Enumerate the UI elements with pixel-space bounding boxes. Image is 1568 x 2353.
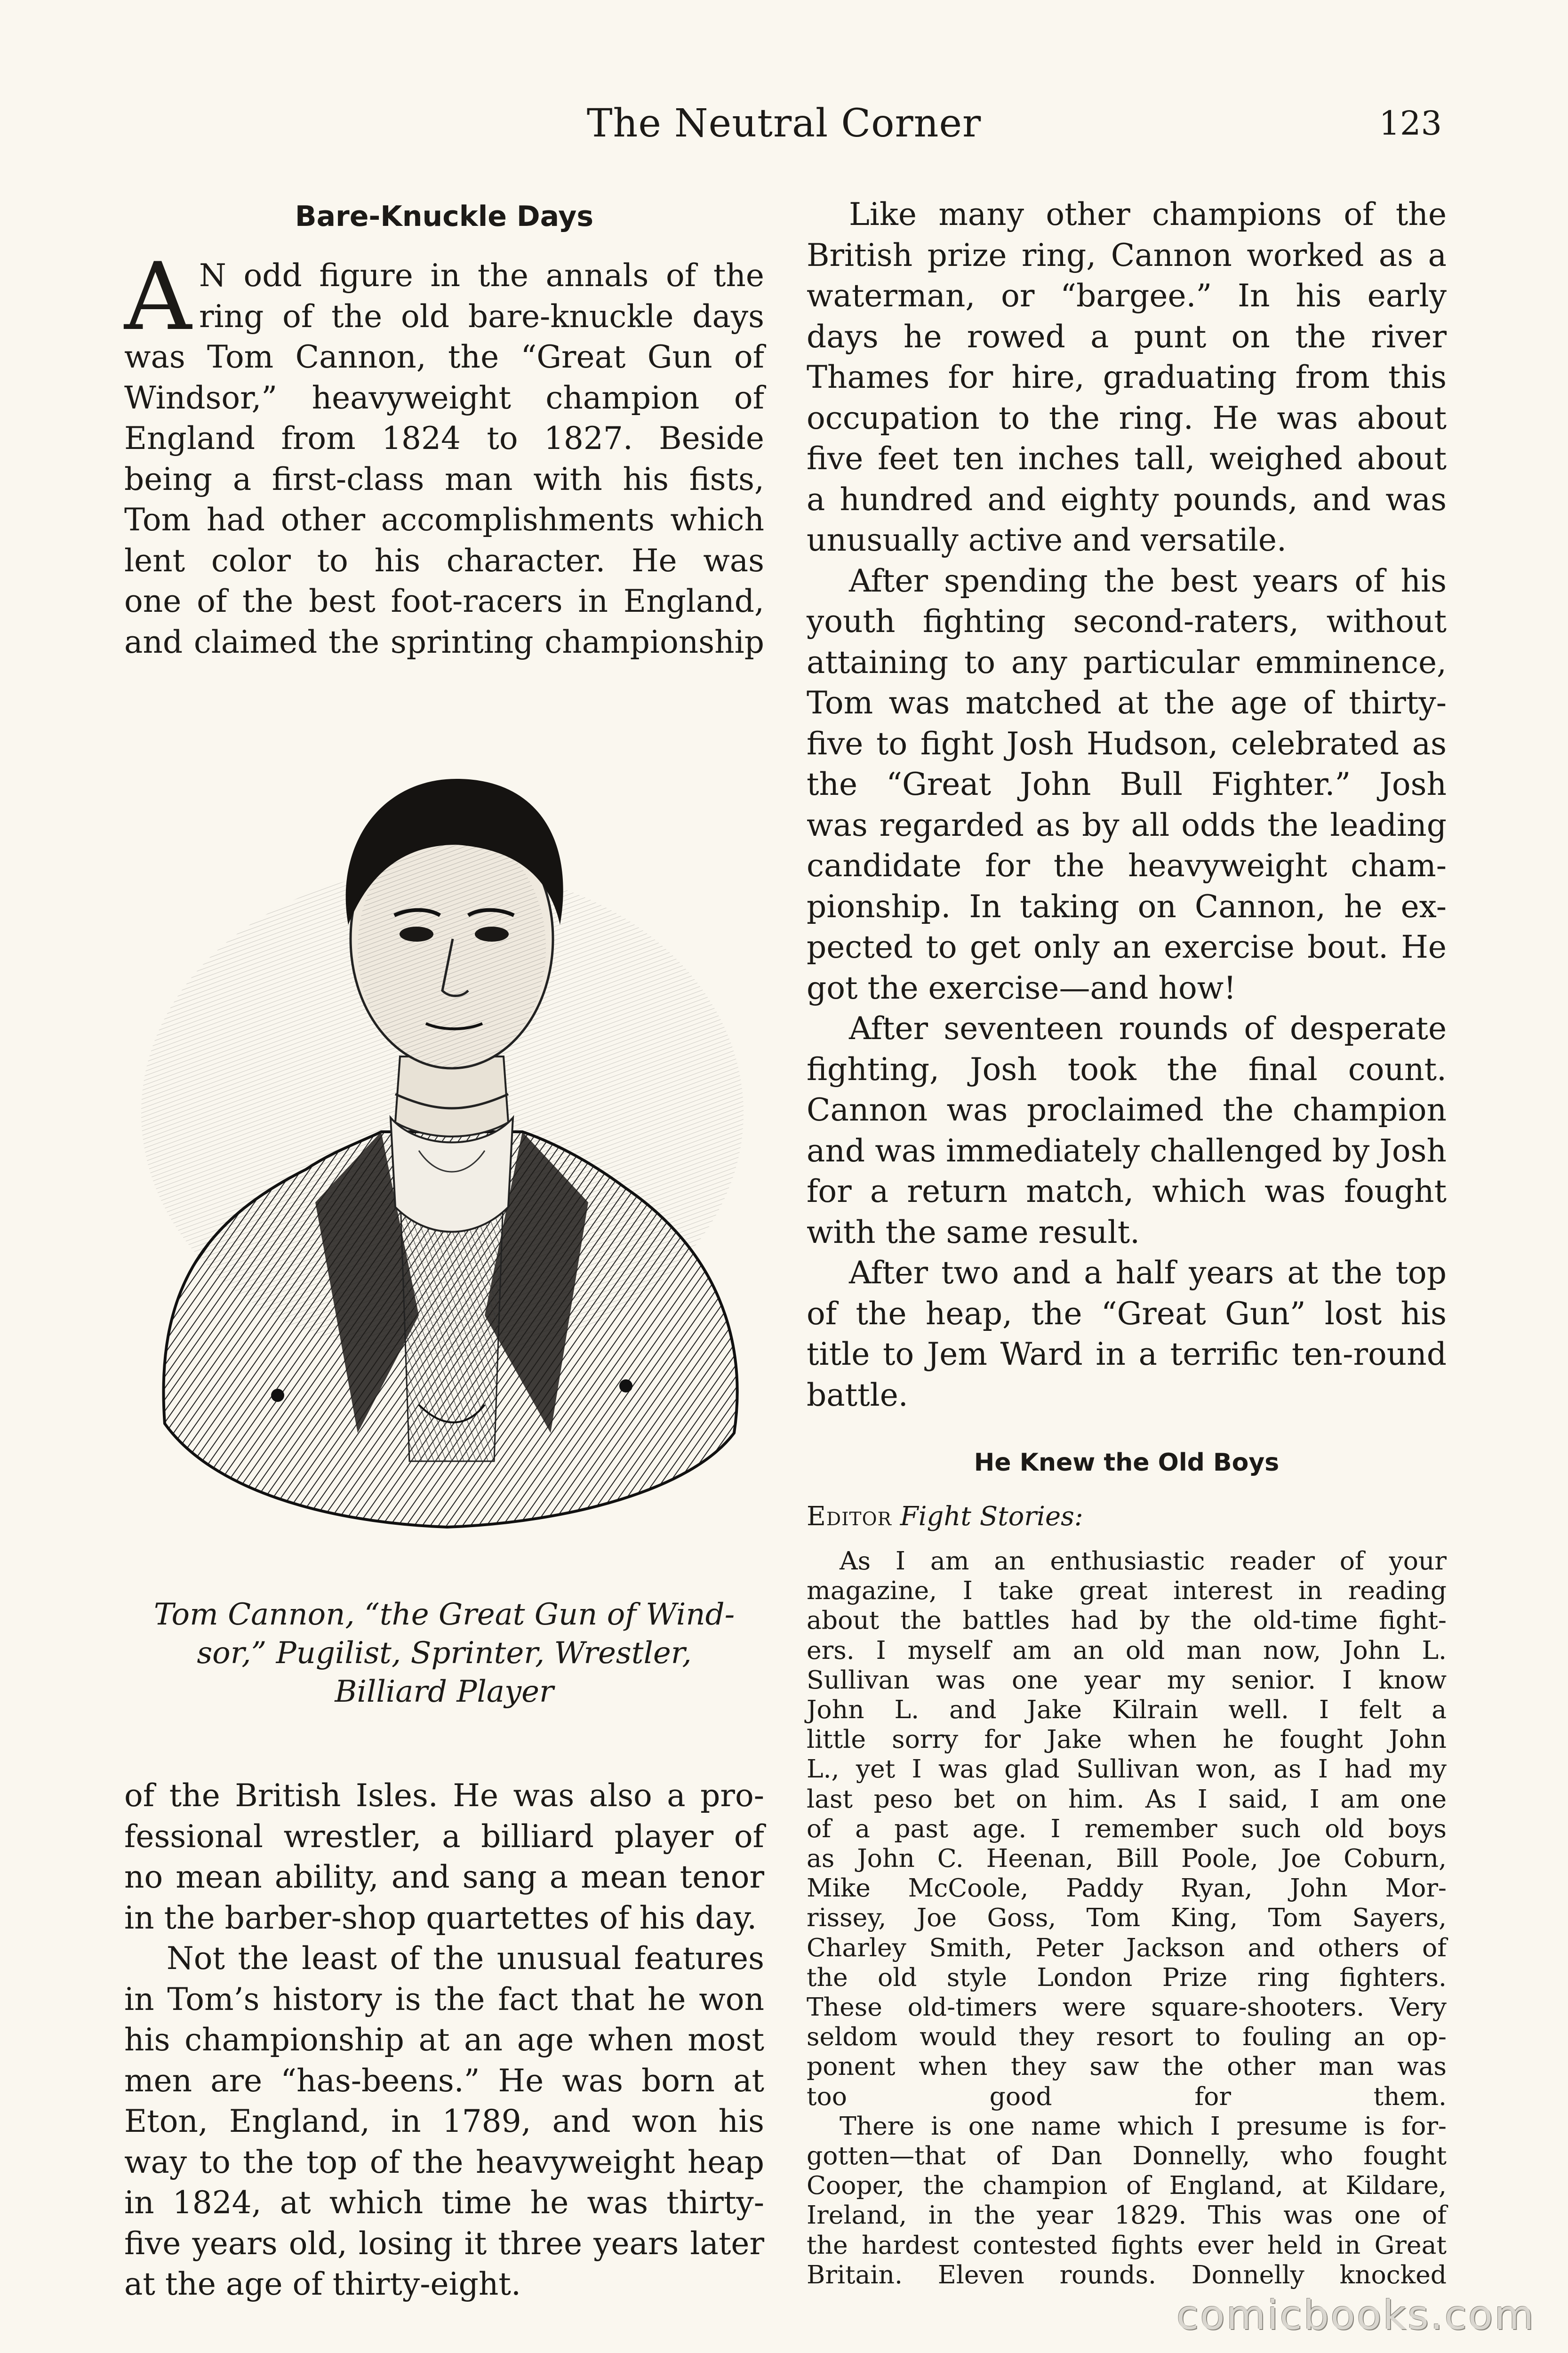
- text-line: After two and a half years at the top: [849, 1255, 1447, 1291]
- text-line: Thames for hire, graduating from this: [807, 359, 1447, 395]
- text-line: days he rowed a punt on the river: [807, 318, 1447, 355]
- page-number: 123: [1379, 104, 1442, 143]
- text-line: in 1824, at which time he was thirty-: [124, 2185, 764, 2221]
- article-paragraph-5: [807, 1008, 1447, 1253]
- text-line: pected to get only an exercise bout. He: [807, 929, 1447, 965]
- text-line: Cannon was proclaimed the champion: [807, 1092, 1447, 1128]
- text-line: pionship. In taking on Cannon, he ex-: [807, 888, 1447, 925]
- letter-section: [807, 1449, 1447, 2289]
- text-line: Not the least of the unusual features: [167, 1940, 764, 1977]
- text-line: There is one name which I presume is for-: [840, 2111, 1447, 2141]
- watermark-logo: comicbooks.com: [1176, 2292, 1535, 2339]
- text-line: Eton, England, in 1789, and won his: [124, 2103, 764, 2139]
- text-line: Tom was matched at the age of thirty-: [807, 685, 1447, 721]
- text-line: the old style London Prize ring fighters.: [807, 1962, 1447, 1992]
- text-line: waterman, or “bargee.” In his early: [807, 278, 1447, 314]
- article-paragraph-6: [807, 1253, 1447, 1416]
- text-line: attaining to any particular emminence,: [807, 644, 1447, 680]
- text-line: England from 1824 to 1827. Beside: [124, 420, 764, 456]
- caption-line: sor,” Pugilist, Sprinter, Wrestler,: [197, 1636, 692, 1671]
- text-line: one of the best foot-racers in England,: [124, 583, 764, 619]
- article-paragraph-4: [807, 561, 1447, 1009]
- portrait-caption: [124, 1595, 764, 1711]
- text-line: Like many other champions of the: [849, 196, 1447, 232]
- text-line: Britain. Eleven rounds. Donnelly knocked: [807, 2259, 1447, 2289]
- text-line: of the heap, the “Great Gun” lost his: [807, 1295, 1447, 1332]
- text-line: John L. and Jake Kilrain well. I felt a: [807, 1695, 1447, 1725]
- text-line: youth fighting second-raters, without: [807, 603, 1447, 640]
- text-line: at the age of thirty-eight.: [124, 2266, 521, 2302]
- text-line: title to Jem Ward in a terrific ten-round: [807, 1336, 1447, 1372]
- text-line: Windsor,” heavyweight champion of: [124, 379, 764, 416]
- text-line: no mean ability, and sang a mean tenor: [124, 1859, 764, 1895]
- text-line: fighting, Josh took the final count.: [807, 1051, 1447, 1088]
- text-line: occupation to the ring. He was about: [807, 400, 1447, 436]
- text-line: in Tom’s history is the fact that he won: [124, 1981, 764, 2017]
- article-opening: [124, 200, 764, 663]
- text-line: candidate for the heavyweight cham-: [807, 848, 1447, 884]
- letter-paragraph-2: [807, 2111, 1447, 2289]
- text-line: lent color to his character. He was: [124, 542, 764, 579]
- text-line: was Tom Cannon, the “Great Gun of: [124, 339, 764, 375]
- text-line: a hundred and eighty pounds, and was: [807, 481, 1447, 518]
- text-line: was regarded as by all odds the leading: [807, 807, 1447, 843]
- text-line: men are “has-beens.” He was born at: [124, 2062, 764, 2099]
- text-line: British prize ring, Cannon worked as a: [807, 237, 1447, 273]
- text-line: of the British Isles. He was also a pro-: [124, 1777, 764, 1814]
- text-line: being a first-class man with his fists,: [124, 461, 764, 497]
- text-line: After seventeen rounds of desperate: [849, 1010, 1447, 1047]
- text-line: ponent when they saw the other man was: [807, 2051, 1447, 2081]
- text-line: N odd figure in the annals of the: [199, 257, 764, 294]
- text-line: and claimed the sprinting championship: [124, 624, 764, 660]
- salutation-magazine: Fight Stories:: [900, 1501, 1083, 1532]
- article-continuation: [124, 1776, 764, 2305]
- text-line: five feet ten inches tall, weighed about: [807, 440, 1447, 477]
- text-line: These old-timers were square-shooters. Very: [807, 1992, 1447, 2022]
- text-line: five to fight Josh Hudson, celebrated as: [807, 725, 1447, 762]
- article-paragraph-2: [124, 1938, 764, 2305]
- text-line: as John C. Heenan, Bill Poole, Joe Coburn,: [807, 1843, 1447, 1873]
- article-paragraph-1: [124, 242, 764, 663]
- text-line: got the exercise—and how!: [807, 969, 1236, 1006]
- text-line: seldom would they resort to fouling an op-: [807, 2022, 1447, 2052]
- text-line: for a return match, which was fought: [807, 1173, 1447, 1209]
- text-line: five years old, losing it three years later: [124, 2225, 764, 2262]
- text-line: little sorry for Jake when he fought John: [807, 1724, 1447, 1754]
- caption-line: Tom Cannon, “the Great Gun of Wind-: [153, 1597, 735, 1632]
- text-line: and was immediately challenged by Josh: [807, 1132, 1447, 1169]
- letter-title: He Knew the Old Boys: [974, 1449, 1280, 1477]
- caption-line: Billiard Player: [335, 1674, 554, 1709]
- article-right-column: [807, 194, 1447, 1416]
- text-line: Tom had other accomplishments which: [124, 502, 764, 538]
- text-line: fessional wrestler, a billiard player of: [124, 1818, 764, 1855]
- portrait-engraving: [136, 727, 767, 1569]
- text-line: Ireland, in the year 1829. This was one of: [807, 2200, 1447, 2230]
- text-line: gotten—that of Dan Donnelly, who fought: [807, 2141, 1447, 2171]
- article-paragraph-3: [807, 194, 1447, 561]
- text-line: Mike McCoole, Paddy Ryan, John Mor-: [807, 1873, 1447, 1903]
- text-line: ring of the old bare-knuckle days: [199, 298, 764, 335]
- text-line: Charley Smith, Peter Jackson and others of: [807, 1932, 1447, 1962]
- text-line: battle.: [807, 1377, 908, 1413]
- text-line: After spending the best years of his: [849, 562, 1447, 599]
- letter-salutation: [807, 1501, 1447, 1532]
- portrait-illustration: [136, 727, 767, 1569]
- letter-paragraph-1: [807, 1546, 1447, 2111]
- text-line: unusually active and versatile.: [807, 522, 1287, 558]
- paragraph-lines: [124, 242, 764, 663]
- article-paragraph-1-continued: [124, 1776, 764, 1938]
- article-title: Bare-Knuckle Days: [295, 200, 594, 233]
- text-line: Sullivan was one year my senior. I know: [807, 1665, 1447, 1695]
- text-line: ers. I myself am an old man now, John L.: [807, 1635, 1447, 1665]
- text-line: the “Great John Bull Fighter.” Josh: [807, 766, 1447, 802]
- text-line: too good for them.: [807, 2081, 1447, 2111]
- text-line: of a past age. I remember such old boys: [807, 1813, 1447, 1843]
- running-title: The Neutral Corner: [586, 101, 982, 146]
- text-line: way to the top of the heavyweight heap: [124, 2144, 764, 2180]
- text-line: Cooper, the champion of England, at Kildare,: [807, 2170, 1447, 2201]
- text-line: about the battles had by the old-time fight-: [807, 1605, 1447, 1635]
- text-line: his championship at an age when most: [124, 2022, 764, 2058]
- running-header: [0, 101, 1568, 158]
- text-line: L., yet I was glad Sullivan won, as I had my: [807, 1754, 1447, 1784]
- text-line: last peso bet on him. As I said, I am one: [807, 1784, 1447, 1814]
- text-line: As I am an enthusiastic reader of your: [840, 1546, 1447, 1576]
- drop-cap: A: [124, 242, 192, 351]
- text-line: magazine, I take great interest in reading: [807, 1576, 1447, 1606]
- text-line: with the same result.: [807, 1214, 1140, 1250]
- salutation-prefix: Editor: [807, 1501, 892, 1532]
- text-line: the hardest contested fights ever held in Great: [807, 2230, 1447, 2260]
- text-line: in the barber-shop quartettes of his day.: [124, 1899, 757, 1936]
- text-line: rissey, Joe Goss, Tom King, Tom Sayers,: [807, 1903, 1447, 1933]
